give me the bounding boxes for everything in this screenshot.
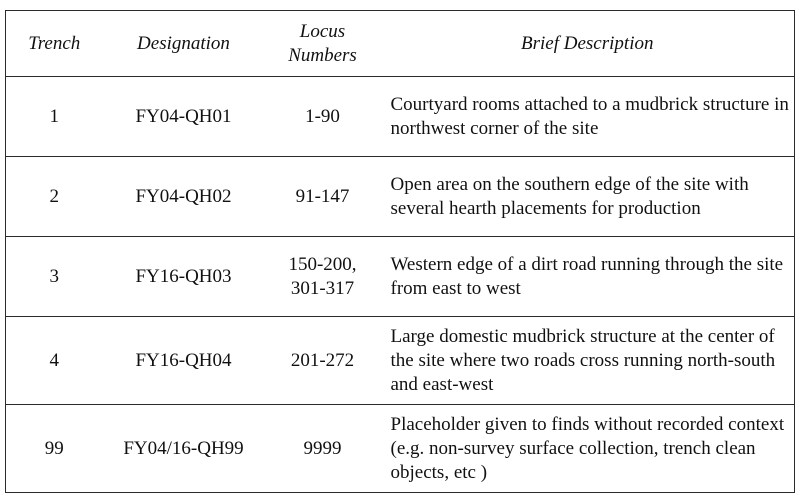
locus-cell xyxy=(265,405,381,493)
description-cell: Courtyard rooms attached to a mudbrick structure in northwest corner of the site xyxy=(381,77,795,157)
header-designation: Designation xyxy=(103,11,265,77)
designation-cell: FY04-QH01 xyxy=(103,77,265,157)
trench-table xyxy=(5,10,795,493)
locus-value: 150-200, xyxy=(288,253,357,275)
header-row xyxy=(6,11,795,77)
table-row xyxy=(6,237,795,317)
designation-cell: FY04-QH02 xyxy=(103,157,265,237)
table-row xyxy=(6,157,795,237)
header-locus-line1: Locus xyxy=(299,20,346,42)
description-cell: Open area on the southern edge of the site with several hearth placements for production xyxy=(381,157,795,237)
description-cell: Western edge of a dirt road running through the site from east to west xyxy=(381,237,795,317)
trench-cell: 2 xyxy=(6,157,103,237)
locus-cell xyxy=(265,237,381,317)
table-row xyxy=(6,317,795,405)
table-row xyxy=(6,77,795,157)
header-description: Brief Description xyxy=(381,11,795,77)
locus-cell xyxy=(265,157,381,237)
locus-value: 201-272 xyxy=(290,349,355,371)
trench-cell: 4 xyxy=(6,317,103,405)
locus-value: 91-147 xyxy=(295,185,350,207)
trench-cell: 3 xyxy=(6,237,103,317)
trench-cell: 1 xyxy=(6,77,103,157)
header-locus-numbers xyxy=(265,11,381,77)
locus-cell xyxy=(265,77,381,157)
trench-cell: 99 xyxy=(6,405,103,493)
locus-cell xyxy=(265,317,381,405)
description-cell: Large domestic mudbrick structure at the center of the site where two roads cross running north-south and east-west xyxy=(381,317,795,405)
locus-value: 301-317 xyxy=(290,277,355,299)
description-cell: Placeholder given to finds without recorded context (e.g. non-survey surface collection, trench clean objects, etc ) xyxy=(381,405,795,493)
designation-cell: FY04/16-QH99 xyxy=(103,405,265,493)
designation-cell: FY16-QH04 xyxy=(103,317,265,405)
table-row xyxy=(6,405,795,493)
designation-cell: FY16-QH03 xyxy=(103,237,265,317)
locus-value: 1-90 xyxy=(305,105,340,127)
header-trench: Trench xyxy=(6,11,103,77)
header-locus-line2: Numbers xyxy=(288,44,357,66)
locus-value: 9999 xyxy=(303,437,342,459)
